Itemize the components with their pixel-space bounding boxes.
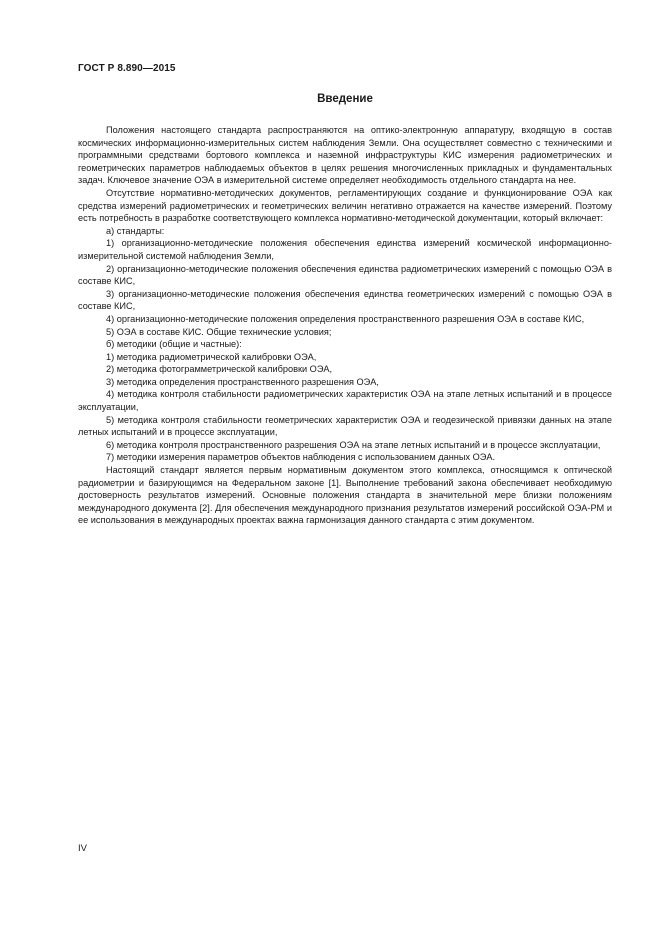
list-item: 5) ОЭА в составе КИС. Общие технические условия; <box>106 326 332 337</box>
document-code: ГОСТ Р 8.890—2015 <box>78 63 176 74</box>
list-item: 7) методики измерения параметров объектов наблюдения с использованием данных ОЭА. <box>106 452 496 463</box>
list-item: 6) методика контроля пространственного разрешения ОЭА на этапе летных испытаний и в процессе эксплуатации, <box>106 439 601 450</box>
list-item: 2) организационно-методические положения обеспечения единства радиометрических измерений с помощью ОЭА в составе КИС, <box>78 263 612 287</box>
paragraph-conclusion: Настоящий стандарт является первым нормативным документом этого комплекса, относящимся к оптической радиометрии и базирующимся на Федеральном законе [1]. Выполнение требований закона обеспечивает необходимую достоверность результатов измерений. Основные положения стандарта в значительной мере близки положениям международного документа [2]. Для обеспечения международного признания результатов измерений российской ОЭА-РМ и ее использования в международных проектах важна гармонизация данного стандарта с этим документом. <box>78 465 612 526</box>
page-number: IV <box>78 843 87 854</box>
list-item: 1) методика радиометрической калибровки ОЭА, <box>106 351 317 362</box>
list-item: 4) организационно-методические положения определения пространственного разрешения ОЭА в составе КИС, <box>106 313 585 324</box>
list-item: 3) методика определения пространственного разрешения ОЭА, <box>106 376 379 387</box>
section-title: Введение <box>317 93 373 105</box>
paragraph-need: Отсутствие нормативно-методических документов, регламентирующих создание и функционирование ОЭА как средства измерений радиометрических и геометрических величин негативно отражается на качестве измерений. Поэтому есть потребность в разработке соответствующего комплекса нормативно-методической документации, который включает: <box>78 187 612 224</box>
list-item: 5) методика контроля стабильности геометрических характеристик ОЭА и геодезической привязки данных на этапе летных испытаний и в процессе эксплуатации, <box>78 414 612 438</box>
paragraph-intro: Положения настоящего стандарта распространяются на оптико-электронную аппаратуру, входящую в состав космических информационно-измерительных систем наблюдения Земли. Она осуществляет совместно с техническими и программными средствами бортового комплекса и наземной инфраструктуры КИС измерения радиометрических и геометрических параметров наблюдаемых объектов в целях решения многочисленных прикладных и фундаментальных задач. Ключевое значение ОЭА в измерительной системе определяет необходимость отдельного стандарта на нее. <box>78 125 612 186</box>
list-heading-standards: а) стандарты: <box>106 225 165 236</box>
list-item: 2) методика фотограмметрической калибровки ОЭА, <box>106 364 333 375</box>
list-item: 1) организационно-методические положения обеспечения единства измерений космической информационно-измерительной системой наблюдения Земли, <box>78 238 612 261</box>
list-item: 4) методика контроля стабильности радиометрических характеристик ОЭА на этапе летных испытаний и в процессе эксплуатации, <box>78 389 612 413</box>
list-item: 3) организационно-методические положения обеспечения единства геометрических измерений с помощью ОЭА в составе КИС, <box>78 288 612 312</box>
list-heading-methods: б) методики (общие и частные): <box>106 339 242 350</box>
body-text <box>78 124 612 527</box>
